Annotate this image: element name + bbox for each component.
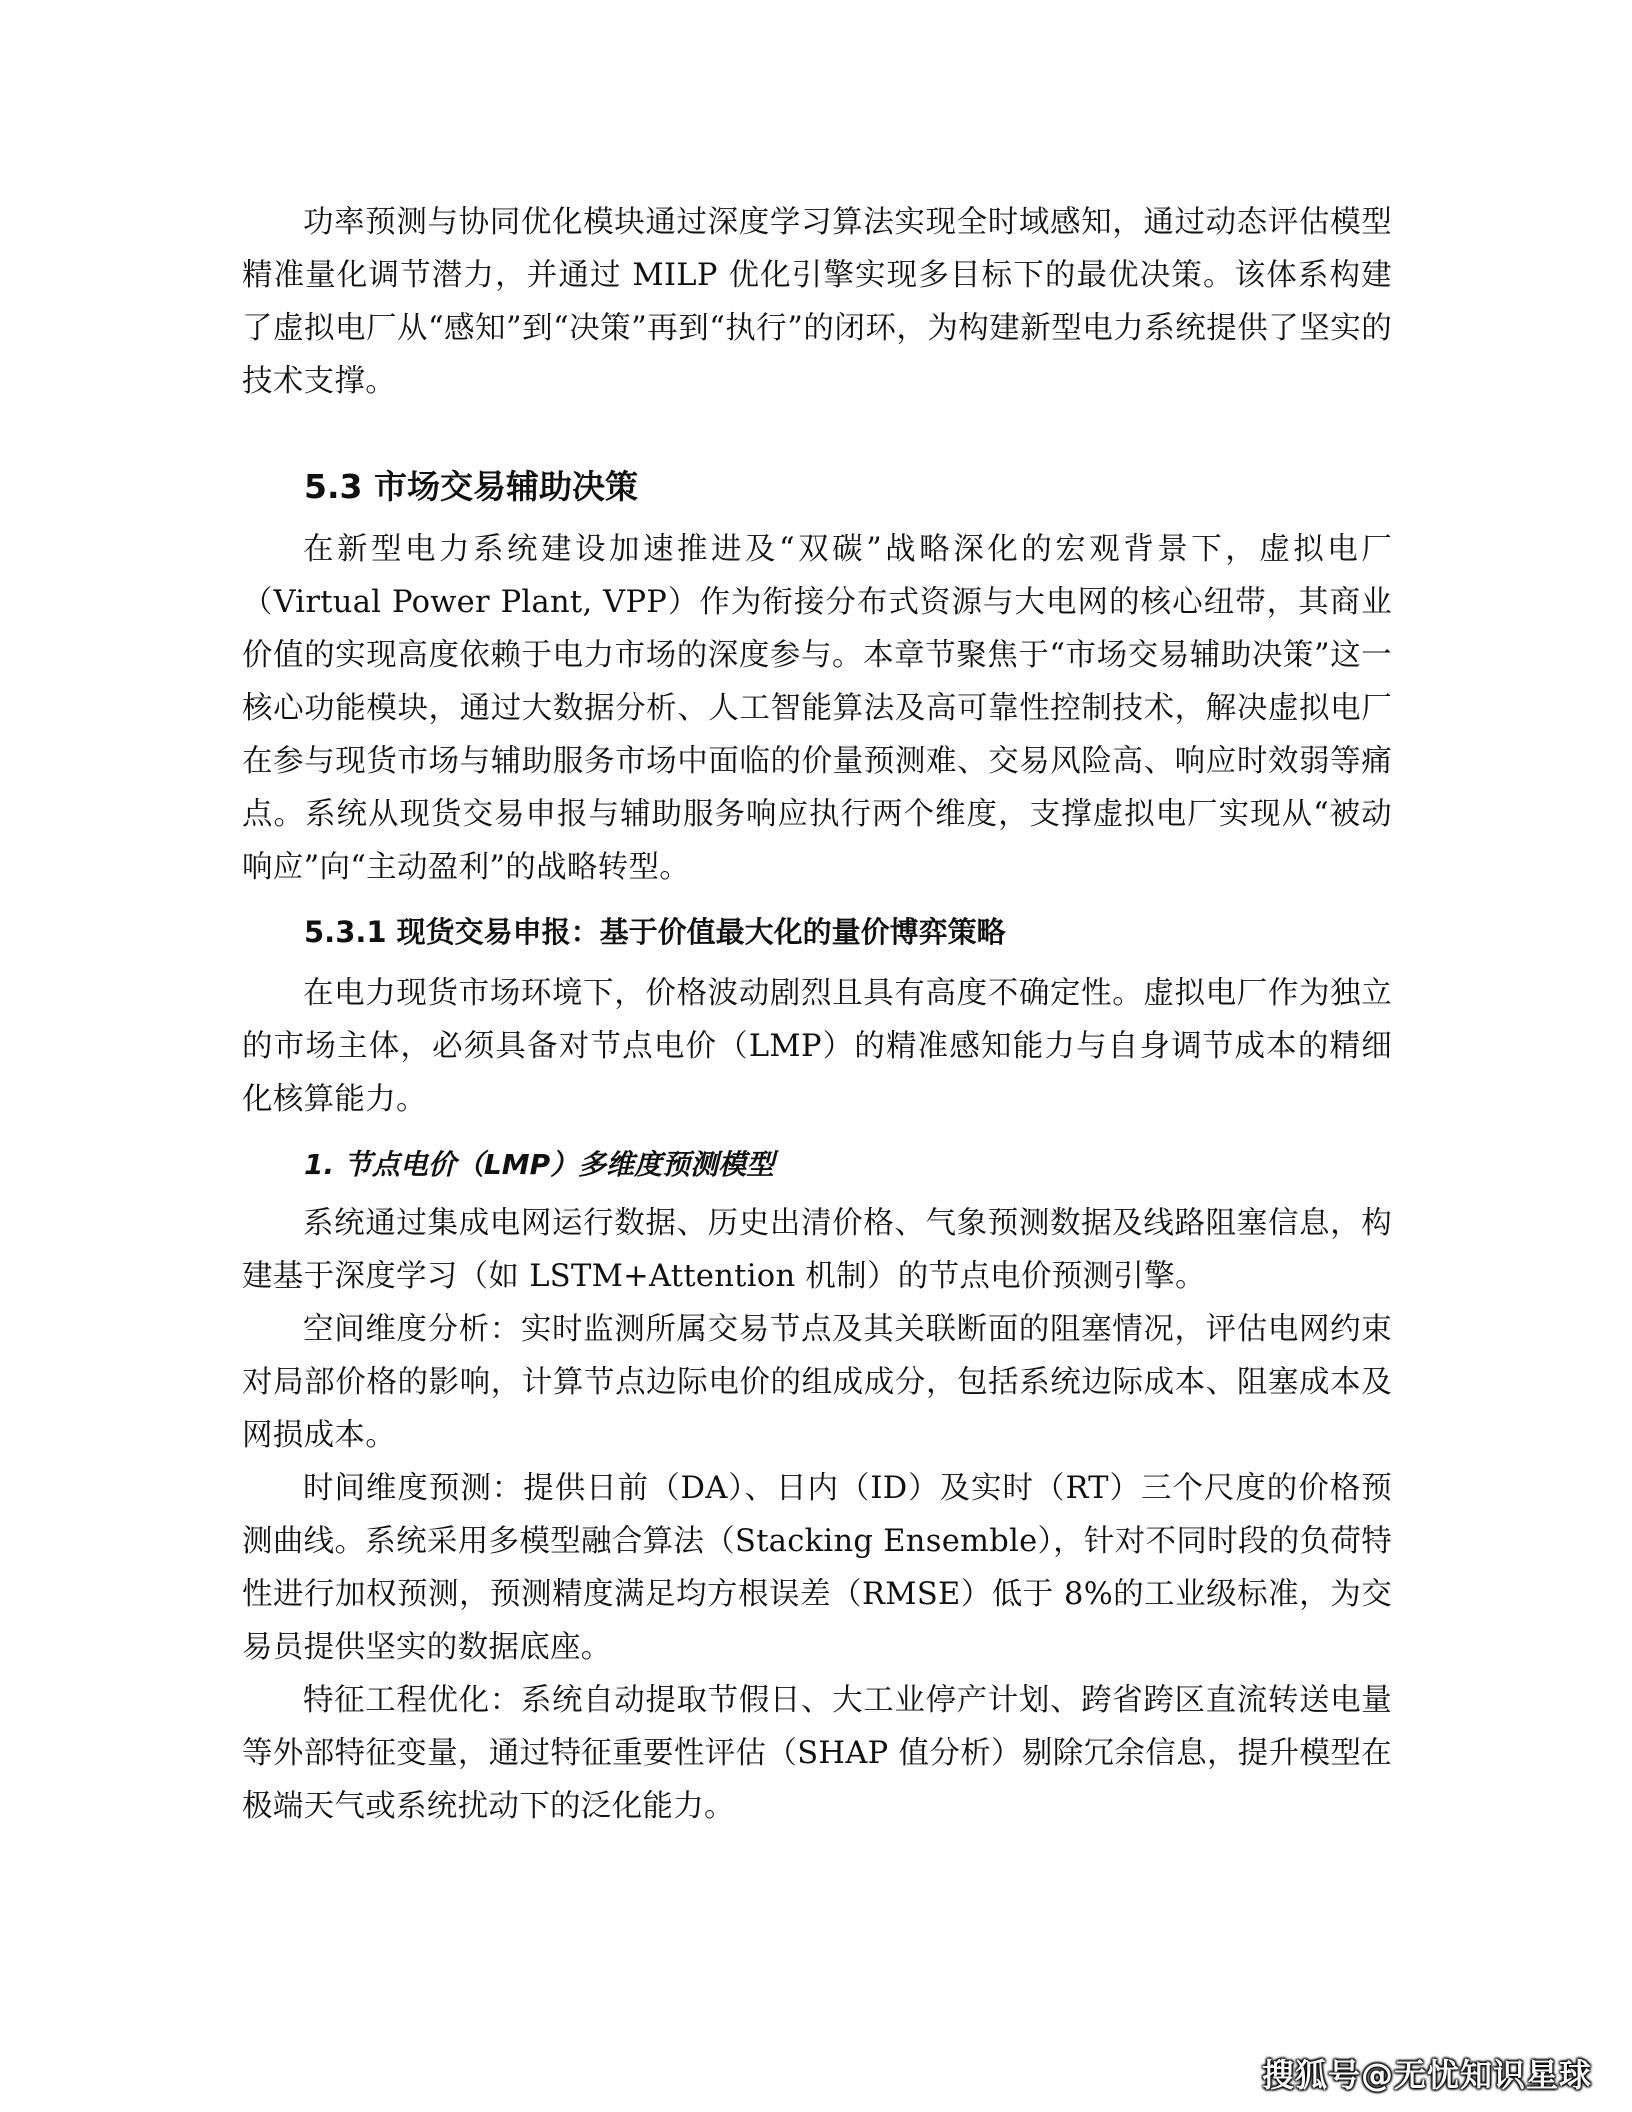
subsection-title: 5.3.1 现货交易申报：基于价值最大化的量价博弈策略	[304, 915, 1006, 949]
subsection-paragraph: 在电力现货市场环境下，价格波动剧烈且具有高度不确定性。虚拟电厂作为独立的市场主体，必须具备对节点电价（LMP）的精准感知能力与自身调节成本的精细化核算能力。	[242, 976, 1392, 1117]
watermark: 搜狐号@无忧知识星球	[1261, 2056, 1592, 2094]
item-paragraph-4: 特征工程优化：系统自动提取节假日、大工业停产计划、跨省跨区直流转送电量等外部特征变量，通过特征重要性评估（SHAP 值分析）剔除冗余信息，提升模型在极端天气或系统扰动下的泛化能力。	[242, 1683, 1392, 1824]
item-paragraph-1: 系统通过集成电网运行数据、历史出清价格、气象预测数据及线路阻塞信息，构建基于深度学习（如 LSTM+Attention 机制）的节点电价预测引擎。	[242, 1206, 1392, 1294]
document-body	[242, 196, 1392, 1833]
item-paragraph-2: 空间维度分析：实时监测所属交易节点及其关联断面的阻塞情况，评估电网约束对局部价格的影响，计算节点边际电价的组成成分，包括系统边际成本、阻塞成本及网损成本。	[242, 1312, 1392, 1453]
section-paragraph: 在新型电力系统建设加速推进及“双碳”战略深化的宏观背景下，虚拟电厂（Virtual Power Plant, VPP）作为衔接分布式资源与大电网的核心纽带，其商业价值的实现高度依赖于电力市场的深度参与。本章节聚焦于“市场交易辅助决策”这一核心功能模块，通过大数据分析、人工智能算法及高可靠性控制技术，解决虚拟电厂在参与现货市场与辅助服务市场中面临的价量预测难、交易风险高、响应时效弱等痛点。系统从现货交易申报与辅助服务响应执行两个维度，支撑虚拟电厂实现从“被动响应”向“主动盈利”的战略转型。	[242, 532, 1392, 885]
item-title: 1. 节点电价（LMP）多维度预测模型	[304, 1148, 775, 1181]
intro-paragraph: 功率预测与协同优化模块通过深度学习算法实现全时域感知，通过动态评估模型精准量化调节潜力，并通过 MILP 优化引擎实现多目标下的最优决策。该体系构建了虚拟电厂从“感知”到“决策”再到“执行”的闭环，为构建新型电力系统提供了坚实的技术支撑。	[242, 205, 1392, 399]
section-title: 5.3 市场交易辅助决策	[304, 467, 638, 506]
item-paragraph-3: 时间维度预测：提供日前（DA）、日内（ID）及实时（RT）三个尺度的价格预测曲线。系统采用多模型融合算法（Stacking Ensemble），针对不同时段的负荷特性进行加权预测，预测精度满足均方根误差（RMSE）低于 8%的工业级标准，为交易员提供坚实的数据底座。	[242, 1471, 1392, 1665]
